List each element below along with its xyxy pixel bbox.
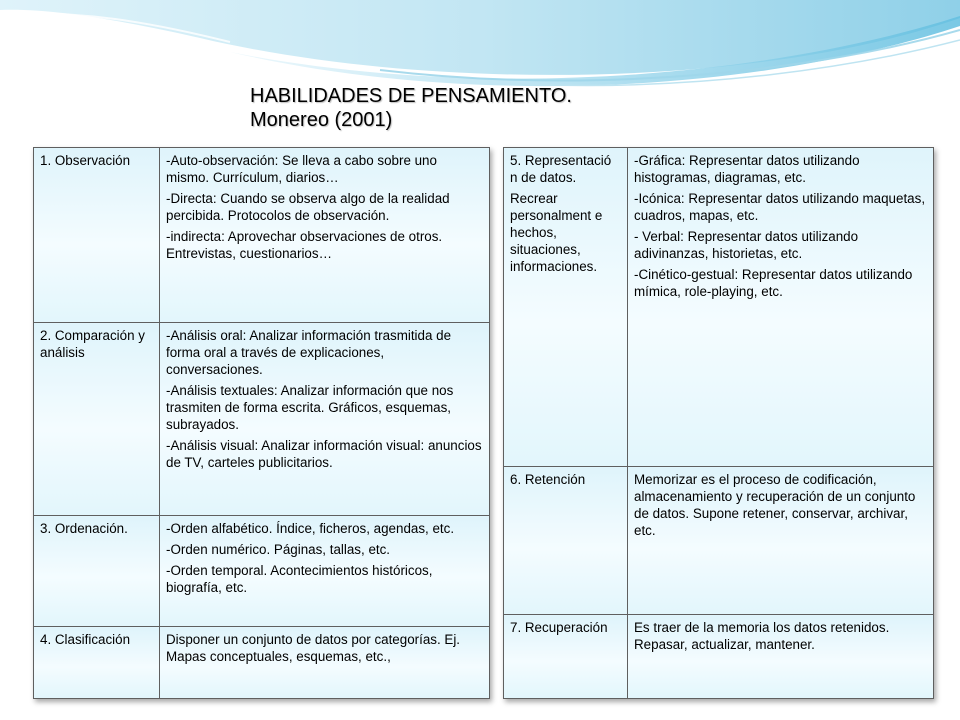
description-item: -Análisis textuales: Analizar información que nos trasmiten de forma escrita. Gráficos, esquemas, subrayados. — [166, 383, 454, 432]
description-item: Memorizar es el proceso de codificación, almacenamiento y recuperación de un conjunto de datos. Supone retener, conservar, archivar, etc. — [634, 472, 916, 538]
title-line-1: HABILIDADES DE PENSAMIENTO. — [250, 85, 572, 107]
description-item: - Verbal: Representar datos utilizando adivinanzas, historietas, etc. — [634, 229, 859, 261]
table-row — [504, 148, 934, 467]
table-row — [34, 516, 490, 627]
description-item: Es traer de la memoria los datos retenidos. Repasar, actualizar, mantener. — [634, 620, 890, 652]
skill-name-cell — [34, 148, 160, 323]
skill-name-cell — [504, 148, 628, 467]
description-item: -Análisis visual: Analizar información visual: anuncios de TV, carteles publicitarios. — [166, 438, 482, 470]
skill-name: 4. Clasificación — [40, 632, 131, 647]
description-item: -Orden numérico. Páginas, tallas, etc. — [166, 542, 391, 557]
table-row — [504, 467, 934, 615]
right-skills-table — [503, 147, 934, 699]
title-line-2: Monereo (2001) — [250, 109, 393, 131]
skill-name-cell — [504, 467, 628, 615]
description-item: -Orden temporal. Acontecimientos históricos, biografía, etc. — [166, 563, 433, 595]
skill-description-cell — [160, 323, 490, 516]
table-row — [504, 615, 934, 699]
description-item: -Directa: Cuando se observa algo de la realidad percibida. Protocolos de observación. — [166, 191, 450, 223]
description-item: -Análisis oral: Analizar información trasmitida de forma oral a través de explicaciones, conversaciones. — [166, 328, 452, 377]
skill-description-cell — [628, 148, 934, 467]
skill-name-cell — [34, 627, 160, 699]
description-item: -Icónica: Representar datos utilizando maquetas, cuadros, mapas, etc. — [634, 191, 926, 223]
skill-description-cell — [160, 148, 490, 323]
skill-name: 5. Representació n de datos. — [510, 153, 612, 185]
description-item: -Orden alfabético. Índice, ficheros, agendas, etc. — [166, 521, 455, 536]
skill-name-cell — [34, 323, 160, 516]
skill-name: 2. Comparación y análisis — [40, 328, 145, 360]
skill-description-cell — [160, 627, 490, 699]
left-skills-table — [33, 147, 490, 699]
skill-name-cell — [504, 615, 628, 699]
skill-name: 6. Retención — [510, 472, 586, 487]
description-item: -Cinético-gestual: Representar datos utilizando mímica, role-playing, etc. — [634, 267, 913, 299]
skill-description-cell — [628, 615, 934, 699]
skill-description-cell — [160, 516, 490, 627]
skill-name: 3. Ordenación. — [40, 521, 128, 536]
table-row — [34, 323, 490, 516]
description-item: Disponer un conjunto de datos por categorías. Ej. Mapas conceptuales, esquemas, etc., — [166, 632, 461, 664]
description-item: -Auto-observación: Se lleva a cabo sobre uno mismo. Currículum, diarios… — [166, 153, 437, 185]
description-item: -Gráfica: Representar datos utilizando histogramas, diagramas, etc. — [634, 153, 860, 185]
description-item: -indirecta: Aprovechar observaciones de otros. Entrevistas, cuestionarios… — [166, 229, 443, 261]
skill-name: 7. Recuperación — [510, 620, 608, 635]
table-row — [34, 627, 490, 699]
slide-title — [250, 84, 572, 132]
skill-name: 1. Observación — [40, 153, 131, 168]
skill-description-cell — [628, 467, 934, 615]
table-row — [34, 148, 490, 323]
skill-note: Recrear personalment e hechos, situaciones, informaciones. — [510, 191, 603, 274]
skill-name-cell — [34, 516, 160, 627]
